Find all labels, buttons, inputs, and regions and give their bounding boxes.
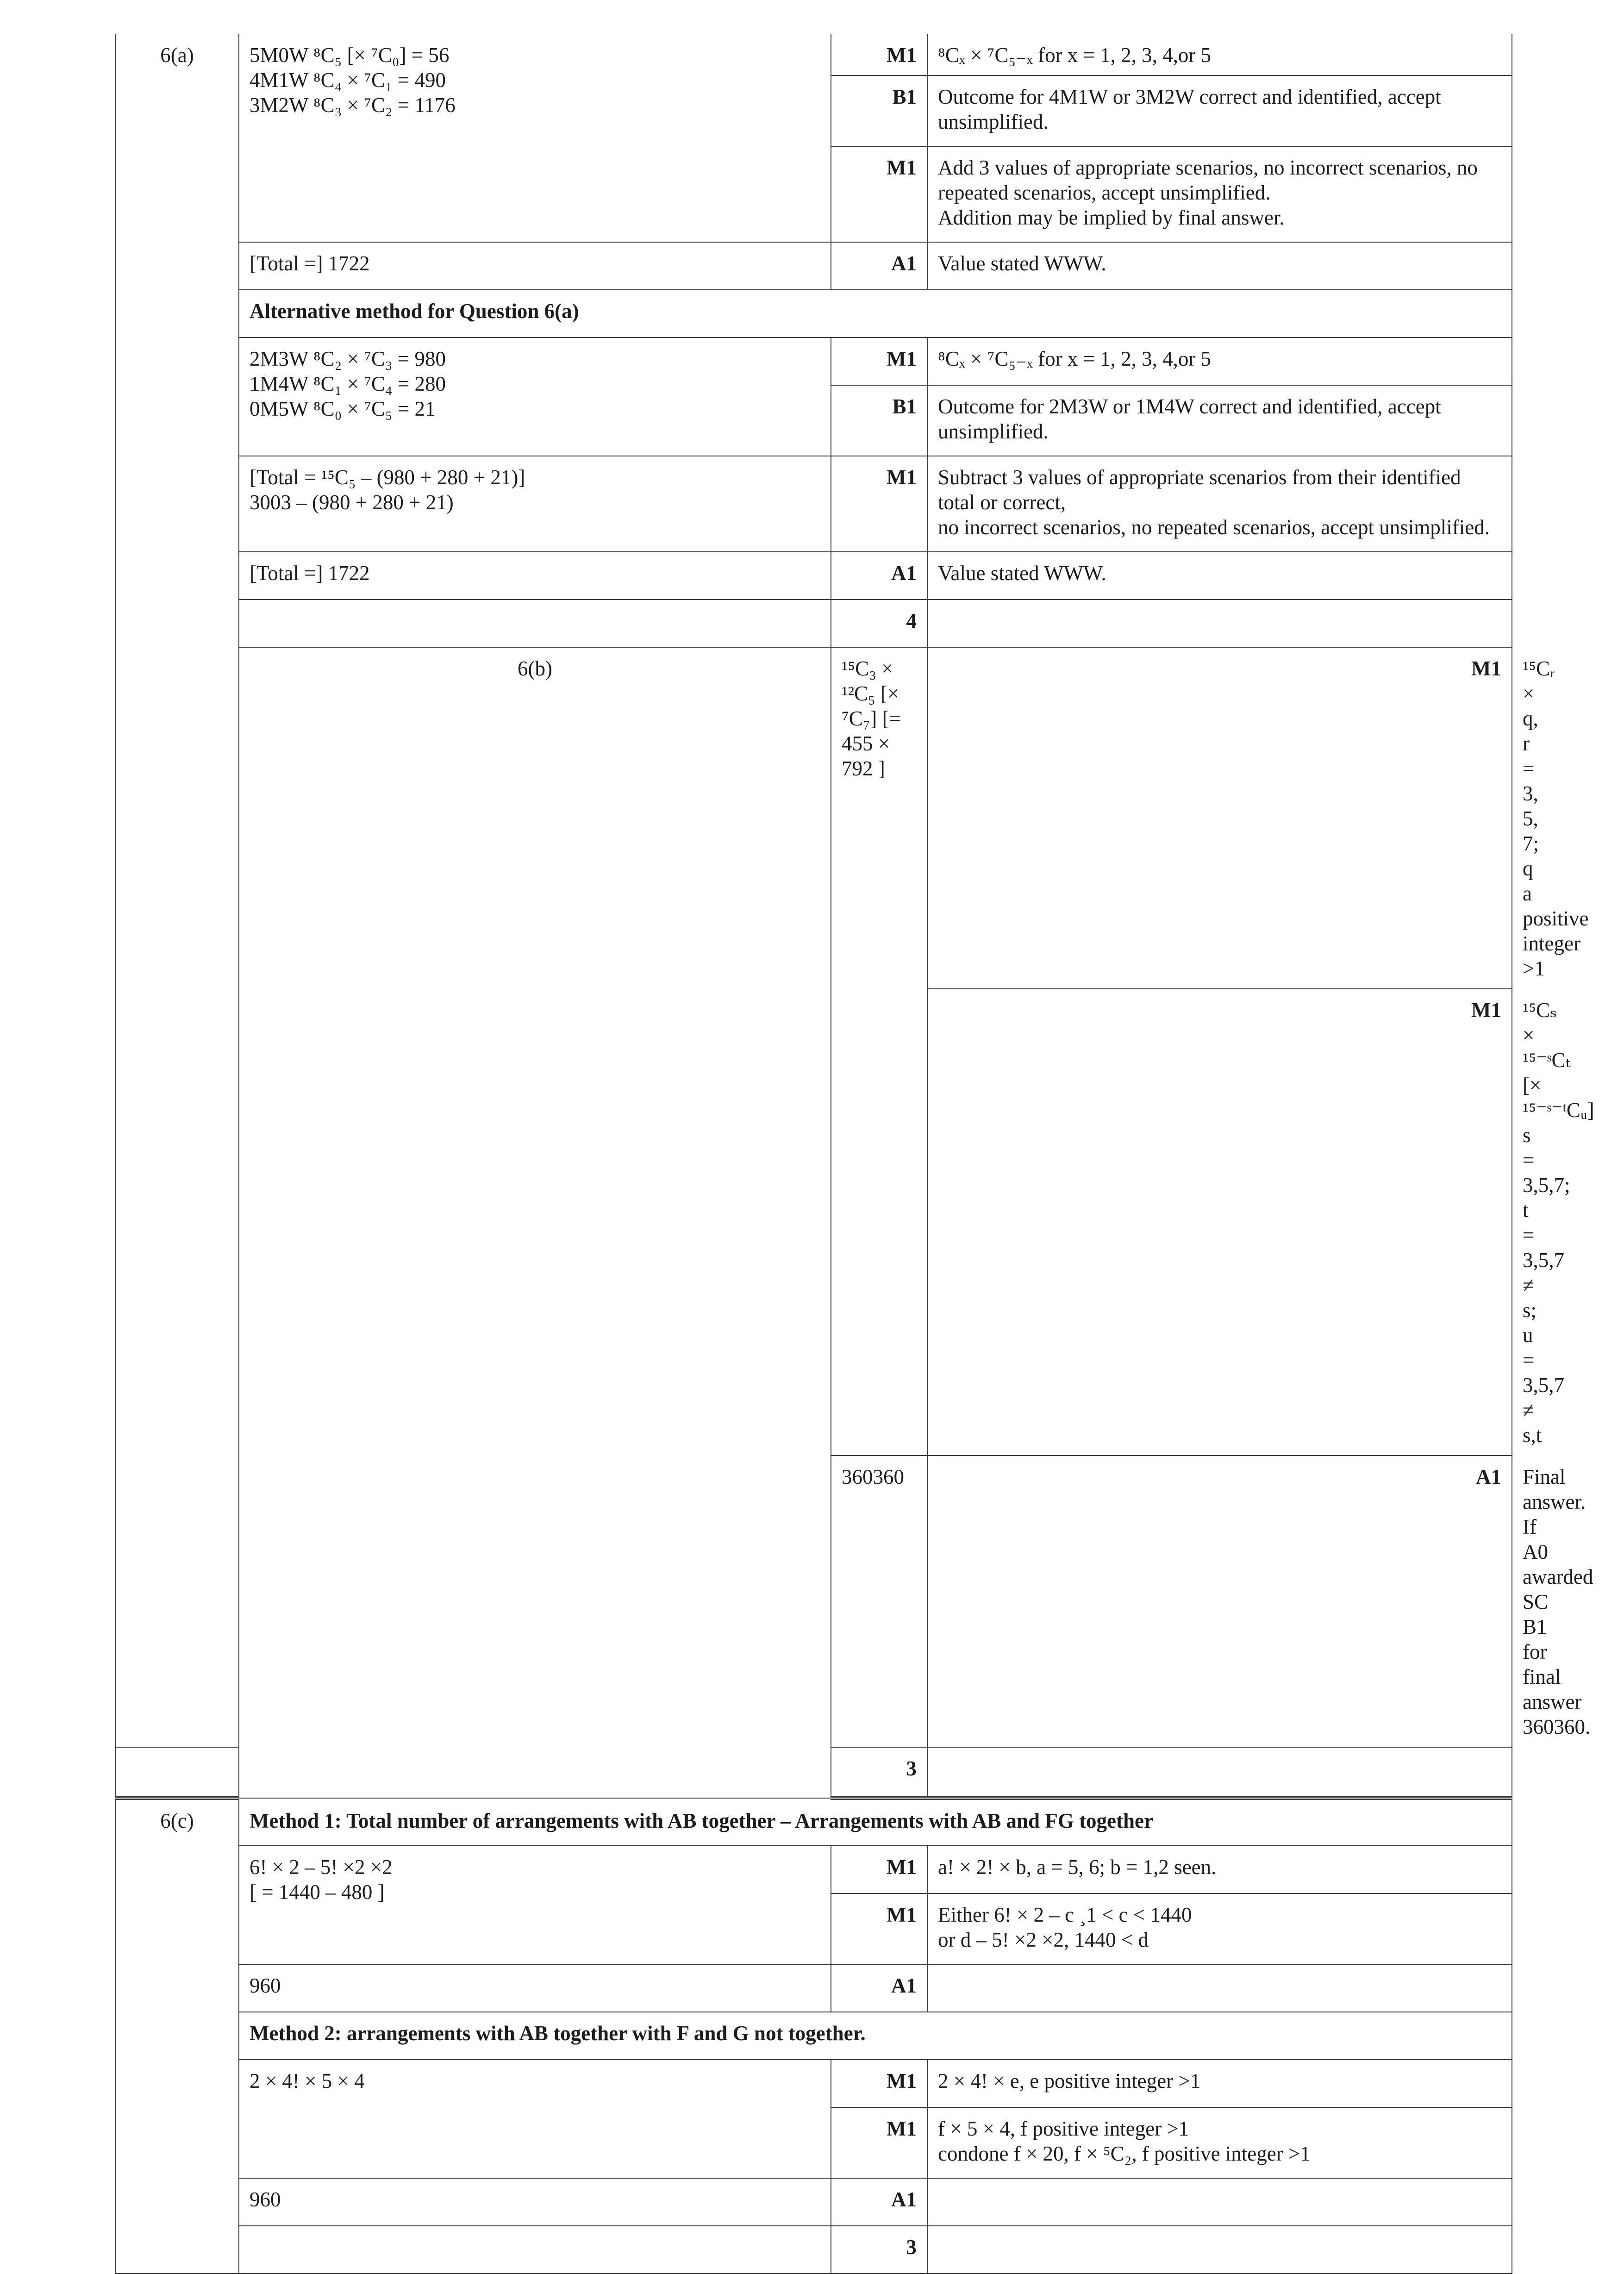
mark-code: M1 <box>831 456 927 552</box>
mark-code: M1 <box>831 1846 927 1893</box>
question-label: 6(b) <box>239 647 831 1798</box>
empty-cell <box>239 2226 831 2274</box>
mark-code: B1 <box>831 75 927 146</box>
guidance-line: unsimplified. <box>938 110 1049 133</box>
working-line: [Total = ¹⁵C₅ – (980 + 280 + 21)] <box>250 466 525 489</box>
working-line: 4M1W ⁸C₄ × ⁷C₁ = 490 <box>250 69 446 92</box>
guidance-line: Addition may be implied by final answer. <box>938 206 1285 229</box>
working-line: 5M0W ⁸C₅ [× ⁷C₀] = 56 <box>250 44 450 67</box>
answer-working: 360360 <box>831 1456 927 1747</box>
working-cell <box>239 34 831 242</box>
answer-working: 960 <box>239 2178 831 2226</box>
guidance-line: 2 × 4! × e, e positive integer >1 <box>938 2069 1201 2093</box>
marks-total: 3 <box>831 2226 927 2274</box>
guidance-line: condone f × 20, f × ⁵C₂, f positive integer >1 <box>938 2142 1311 2165</box>
mark-code: A1 <box>831 1964 927 2012</box>
total-working: [Total =] 1722 <box>239 242 831 290</box>
mark-code: A1 <box>831 2178 927 2226</box>
guidance-cell <box>927 2060 1512 2107</box>
working-line: 0M5W ⁸C₀ × ⁷C₅ = 21 <box>250 397 436 420</box>
question-label: 6(a) <box>115 34 239 1747</box>
guidance-line: a! × 2! × b, a = 5, 6; b = 1,2 seen. <box>938 1855 1217 1879</box>
mark-code: M1 <box>831 1893 927 1964</box>
method-2-header: Method 2: arrangements with AB together with F and G not together. <box>239 2012 1512 2060</box>
guidance-cell <box>927 2107 1512 2178</box>
mark-code: M1 <box>927 989 1512 1456</box>
empty-cell <box>239 600 831 647</box>
mark-code: M1 <box>831 146 927 242</box>
answer-working: 960 <box>239 1964 831 2012</box>
working-line: 3003 – (980 + 280 + 21) <box>250 491 454 514</box>
working-cell <box>239 337 831 456</box>
empty-cell <box>927 600 1512 647</box>
guidance-cell <box>927 337 1512 385</box>
working-cell: ¹⁵C₃ × ¹²C₅ [× ⁷C₇] [= 455 × 792 ] <box>831 647 927 1456</box>
guidance-line: total or correct, <box>938 491 1066 514</box>
guidance-line: Outcome for 4M1W or 3M2W correct and identified, accept <box>938 85 1441 108</box>
guidance-line: Add 3 values of appropriate scenarios, no incorrect scenarios, no <box>938 156 1478 179</box>
mark-code: M1 <box>831 337 927 385</box>
guidance-line: ⁸Cₓ × ⁷C₅₋ₓ for x = 1, 2, 3, 4,or 5 <box>938 347 1212 370</box>
mark-code: M1 <box>831 2107 927 2178</box>
guidance-line: repeated scenarios, accept unsimplified. <box>938 181 1271 204</box>
working-line: 3M2W ⁸C₃ × ⁷C₂ = 1176 <box>250 94 456 117</box>
empty-cell <box>927 1964 1512 2012</box>
method-1-header: Method 1: Total number of arrangements with AB together – Arrangements with AB and FG together <box>239 1798 1512 1846</box>
mark-code: M1 <box>927 647 1512 989</box>
guidance-line: Outcome for 2M3W or 1M4W correct and identified, accept <box>938 395 1441 418</box>
guidance-cell <box>927 1846 1512 1893</box>
guidance-cell: Value stated WWW. <box>927 242 1512 290</box>
working-line: 1M4W ⁸C₁ × ⁷C₄ = 280 <box>250 372 446 395</box>
total-working: [Total =] 1722 <box>239 552 831 600</box>
guidance-cell <box>927 1893 1512 1964</box>
mark-code: M1 <box>831 2060 927 2107</box>
guidance-line: or d – 5! ×2 ×2, 1440 < d <box>938 1928 1149 1951</box>
mark-code: A1 <box>927 1456 1512 1747</box>
guidance-cell <box>927 385 1512 456</box>
guidance-cell <box>927 75 1512 146</box>
mark-code: A1 <box>831 242 927 290</box>
guidance-line: no incorrect scenarios, no repeated scenarios, accept unsimplified. <box>938 516 1490 539</box>
empty-cell <box>927 2178 1512 2226</box>
guidance-cell <box>927 456 1512 552</box>
empty-cell <box>115 1747 239 1798</box>
marks-total: 4 <box>831 600 927 647</box>
marks-total: 3 <box>831 1747 927 1798</box>
working-cell <box>239 1846 831 1964</box>
empty-cell <box>927 2226 1512 2274</box>
working-line: [ = 1440 – 480 ] <box>250 1880 385 1904</box>
empty-cell <box>927 1747 1512 1798</box>
guidance-cell <box>927 34 1512 75</box>
working-cell: 2 × 4! × 5 × 4 <box>239 2060 831 2178</box>
question-label: 6(c) <box>115 1798 239 2274</box>
guidance-line: f × 5 × 4, f positive integer >1 <box>938 2117 1189 2140</box>
guidance-line: Subtract 3 values of appropriate scenarios from their identified <box>938 466 1461 489</box>
working-line: 6! × 2 – 5! ×2 ×2 <box>250 1855 393 1879</box>
alternative-method-header: Alternative method for Question 6(a) <box>239 290 1512 337</box>
guidance-cell <box>927 146 1512 242</box>
mark-code: B1 <box>831 385 927 456</box>
guidance-line: unsimplified. <box>938 420 1049 443</box>
guidance-line: Either 6! × 2 – c ¸1 < c < 1440 <box>938 1903 1192 1926</box>
working-line: 2M3W ⁸C₂ × ⁷C₃ = 980 <box>250 347 446 370</box>
guidance-line: ⁸Cₓ × ⁷C₅₋ₓ for x = 1, 2, 3, 4,or 5 <box>938 44 1212 67</box>
guidance-cell: Value stated WWW. <box>927 552 1512 600</box>
mark-code: A1 <box>831 552 927 600</box>
mark-code: M1 <box>831 34 927 75</box>
mark-scheme-table: 6(a) 5M0W ⁸C₅ [× ⁷C₀] = 56 4M1W ⁸C₄ × ⁷C₁ = 490 3M2W ⁸C₃ × ⁷C₂ = 1176 M1 ⁸Cₓ × ⁷C₅₋ₓ for x = 1, 2, 3, 4,or 5 B1 Outcome for 4M1W or 3M2W correct and identified, accept unsimplified. M1 Add 3 values of appropriate scenarios, no incorrect scenarios, no repeated scenarios, accept unsimplified. Addition may be implied by final answer. [Total =] 1722 A1 Value stated WWW. Alternative method for Question 6(a) 2M3W ⁸C₂ × ⁷C₃ = 980 1M4W ⁸C₁ × ⁷C₄ = 280 0M5W ⁸C₀ × ⁷C₅ = 21 M1 ⁸Cₓ × ⁷C₅₋ₓ for x = 1, 2, 3, 4,or 5 B1 Outcome for 2M3W or 1M4W correct and identified, accept unsimplified. [Total = ¹⁵C₅ – (980 + 280 + 21)] 3003 – (980 + 280 + 21) M1 Subtract 3 values of appropriate scenarios from their identified total or correct, no incorrect scenarios, no repeated scenarios, accept unsimplified. [Total =] 1722 A1 Value stated WWW. 4 6(b) ¹⁵C₃ × ¹²C₅ [× ⁷C₇] [= 455 × 792 ] M1 ¹⁵Cᵣ × q, r = 3, 5, 7; q a positive integer >1 M1 ¹⁵Cₛ × ¹⁵⁻ˢCₜ [× ¹⁵⁻ˢ⁻ᵗCᵤ] s = 3,5,7; t = 3,5,7 ≠ s; u = 3,5,7 ≠ s,t 360360 A1 Final answer. If A0 awarded SC B1 for final answer 360360. 3 6(c) Method 1: Total number of arrangements with AB together – Arrangements with AB and FG together 6! × 2 – 5! ×2 ×2 [ = 1440 – 480 ] M1 a! × 2! × b, a = 5, 6; b = 1,2 seen. M1 Either 6! × 2 – c ¸1 < c < 1440 or d – 5! ×2 ×2, 1440 < d 960 A1 Method 2: arrangements with AB together with F and G not together. 2 × 4! × 5 × 4 M1 2 × 4! × e, e positive integer >1 M1 f × 5 × 4, f positive integer >1 condone f × 20, f × ⁵C₂, f positive integer >1 960 A1 3 <box>115 34 1512 2274</box>
working-cell <box>239 456 831 552</box>
